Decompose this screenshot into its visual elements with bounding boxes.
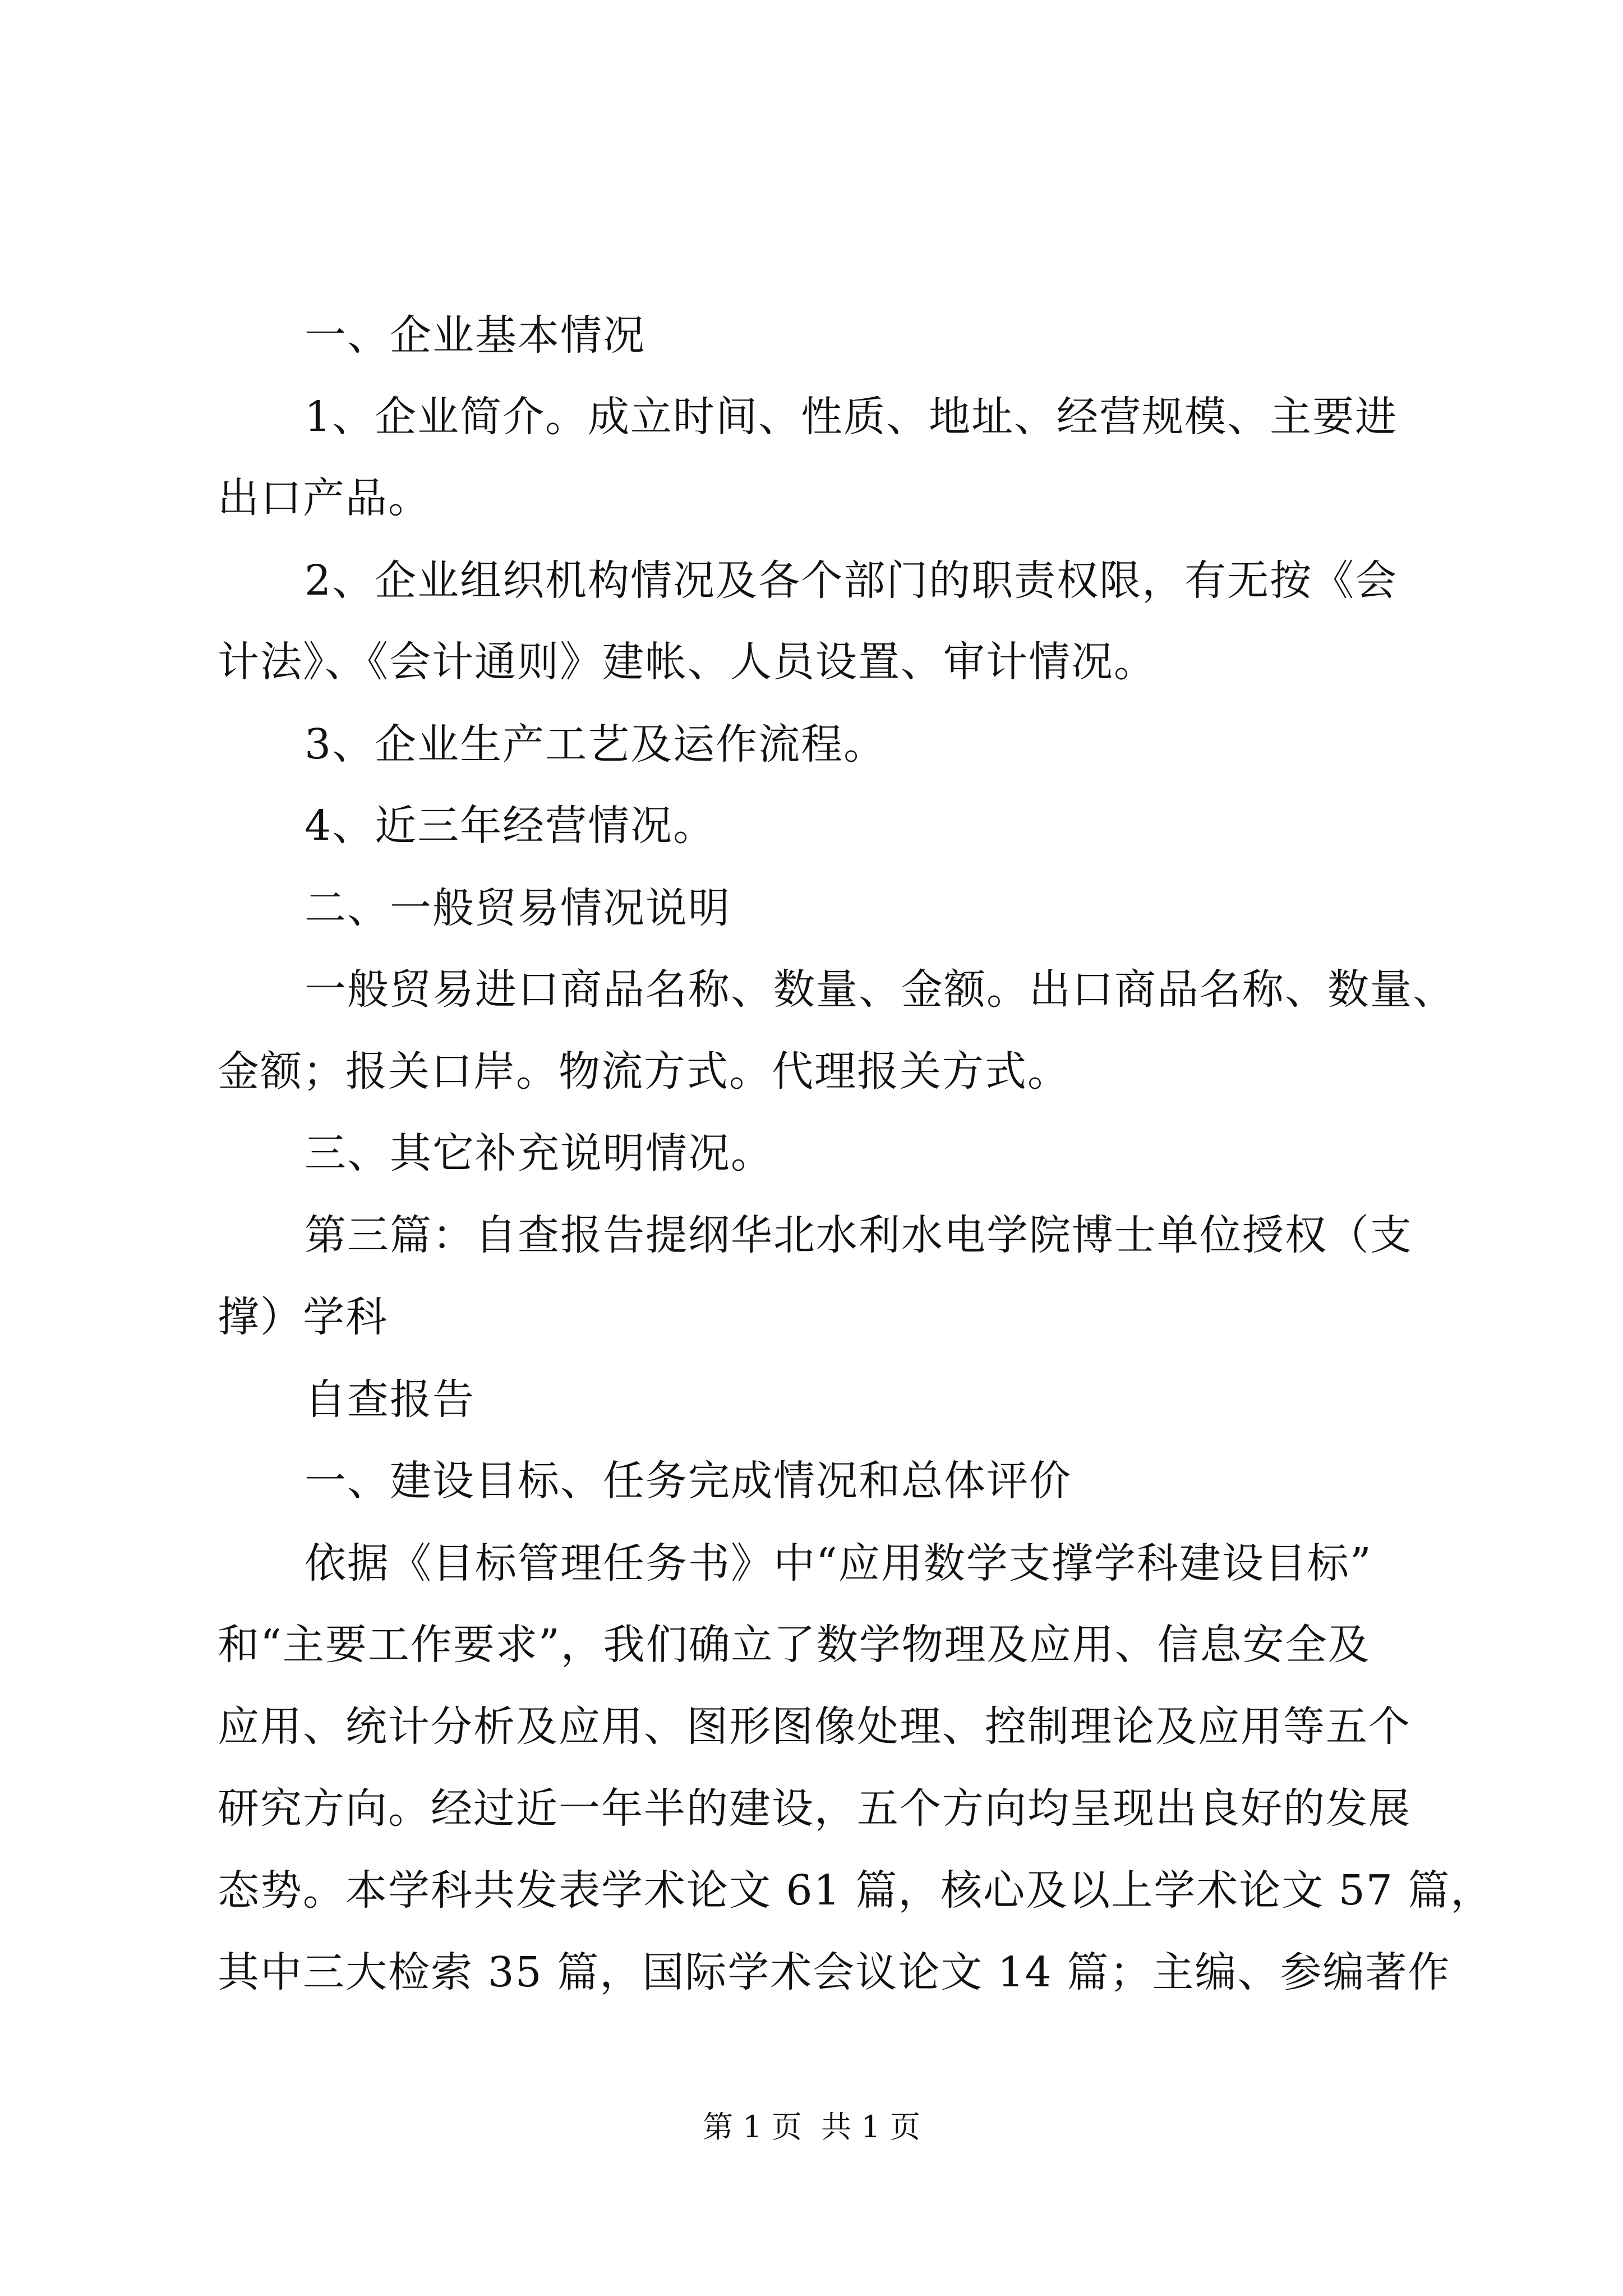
text-line-17: 和“主要工作要求”，我们确立了数学物理及应用、信息安全及 [218,1621,1371,1669]
text-line-14: 自查报告 [305,1375,475,1424]
text-line-18: 应用、统计分析及应用、图形图像处理、控制理论及应用等五个 [218,1703,1411,1751]
text-line-3: 出口产品。 [218,474,431,522]
text-line-21: 其中三大检索 35 篇，国际学术会议论文 14 篇；主编、参编著作 [218,1948,1451,1996]
text-line-9: 一般贸易进口商品名称、数量、金额。出口商品名称、数量、 [305,965,1455,1014]
text-line-19: 研究方向。经过近一年半的建设，五个方向均呈现出良好的发展 [218,1784,1411,1833]
text-line-12: 第三篇：自查报告提纲华北水利水电学院博士单位授权（支 [305,1211,1413,1259]
text-line-2: 1、企业简介。成立时间、性质、地址、经营规模、主要进 [305,393,1398,441]
text-line-10: 金额；报关口岸。物流方式。代理报关方式。 [218,1047,1070,1096]
text-line-5: 计法》、《会计通则》建帐、人员设置、审计情况。 [218,638,1156,686]
text-line-11: 三、其它补充说明情况。 [305,1129,773,1177]
text-line-6: 3、企业生产工艺及运作流程。 [305,720,887,769]
text-line-20: 态势。本学科共发表学术论文 61 篇，核心及以上学术论文 57 篇， [218,1866,1493,1915]
text-line-4: 2、企业组织机构情况及各个部门的职责权限，有无按《会 [305,556,1398,605]
text-line-8: 二、一般贸易情况说明 [305,884,731,932]
text-line-15: 一、建设目标、任务完成情况和总体评价 [305,1457,1072,1505]
text-line-13: 撑）学科 [218,1293,388,1341]
page-footer: 第 1 页 共 1 页 [703,2109,920,2145]
text-line-1: 一、企业基本情况 [305,311,645,360]
text-line-7: 4、近三年经营情况。 [305,802,716,850]
text-line-16: 依据《目标管理任务书》中“应用数学支撑学科建设目标” [305,1539,1372,1588]
